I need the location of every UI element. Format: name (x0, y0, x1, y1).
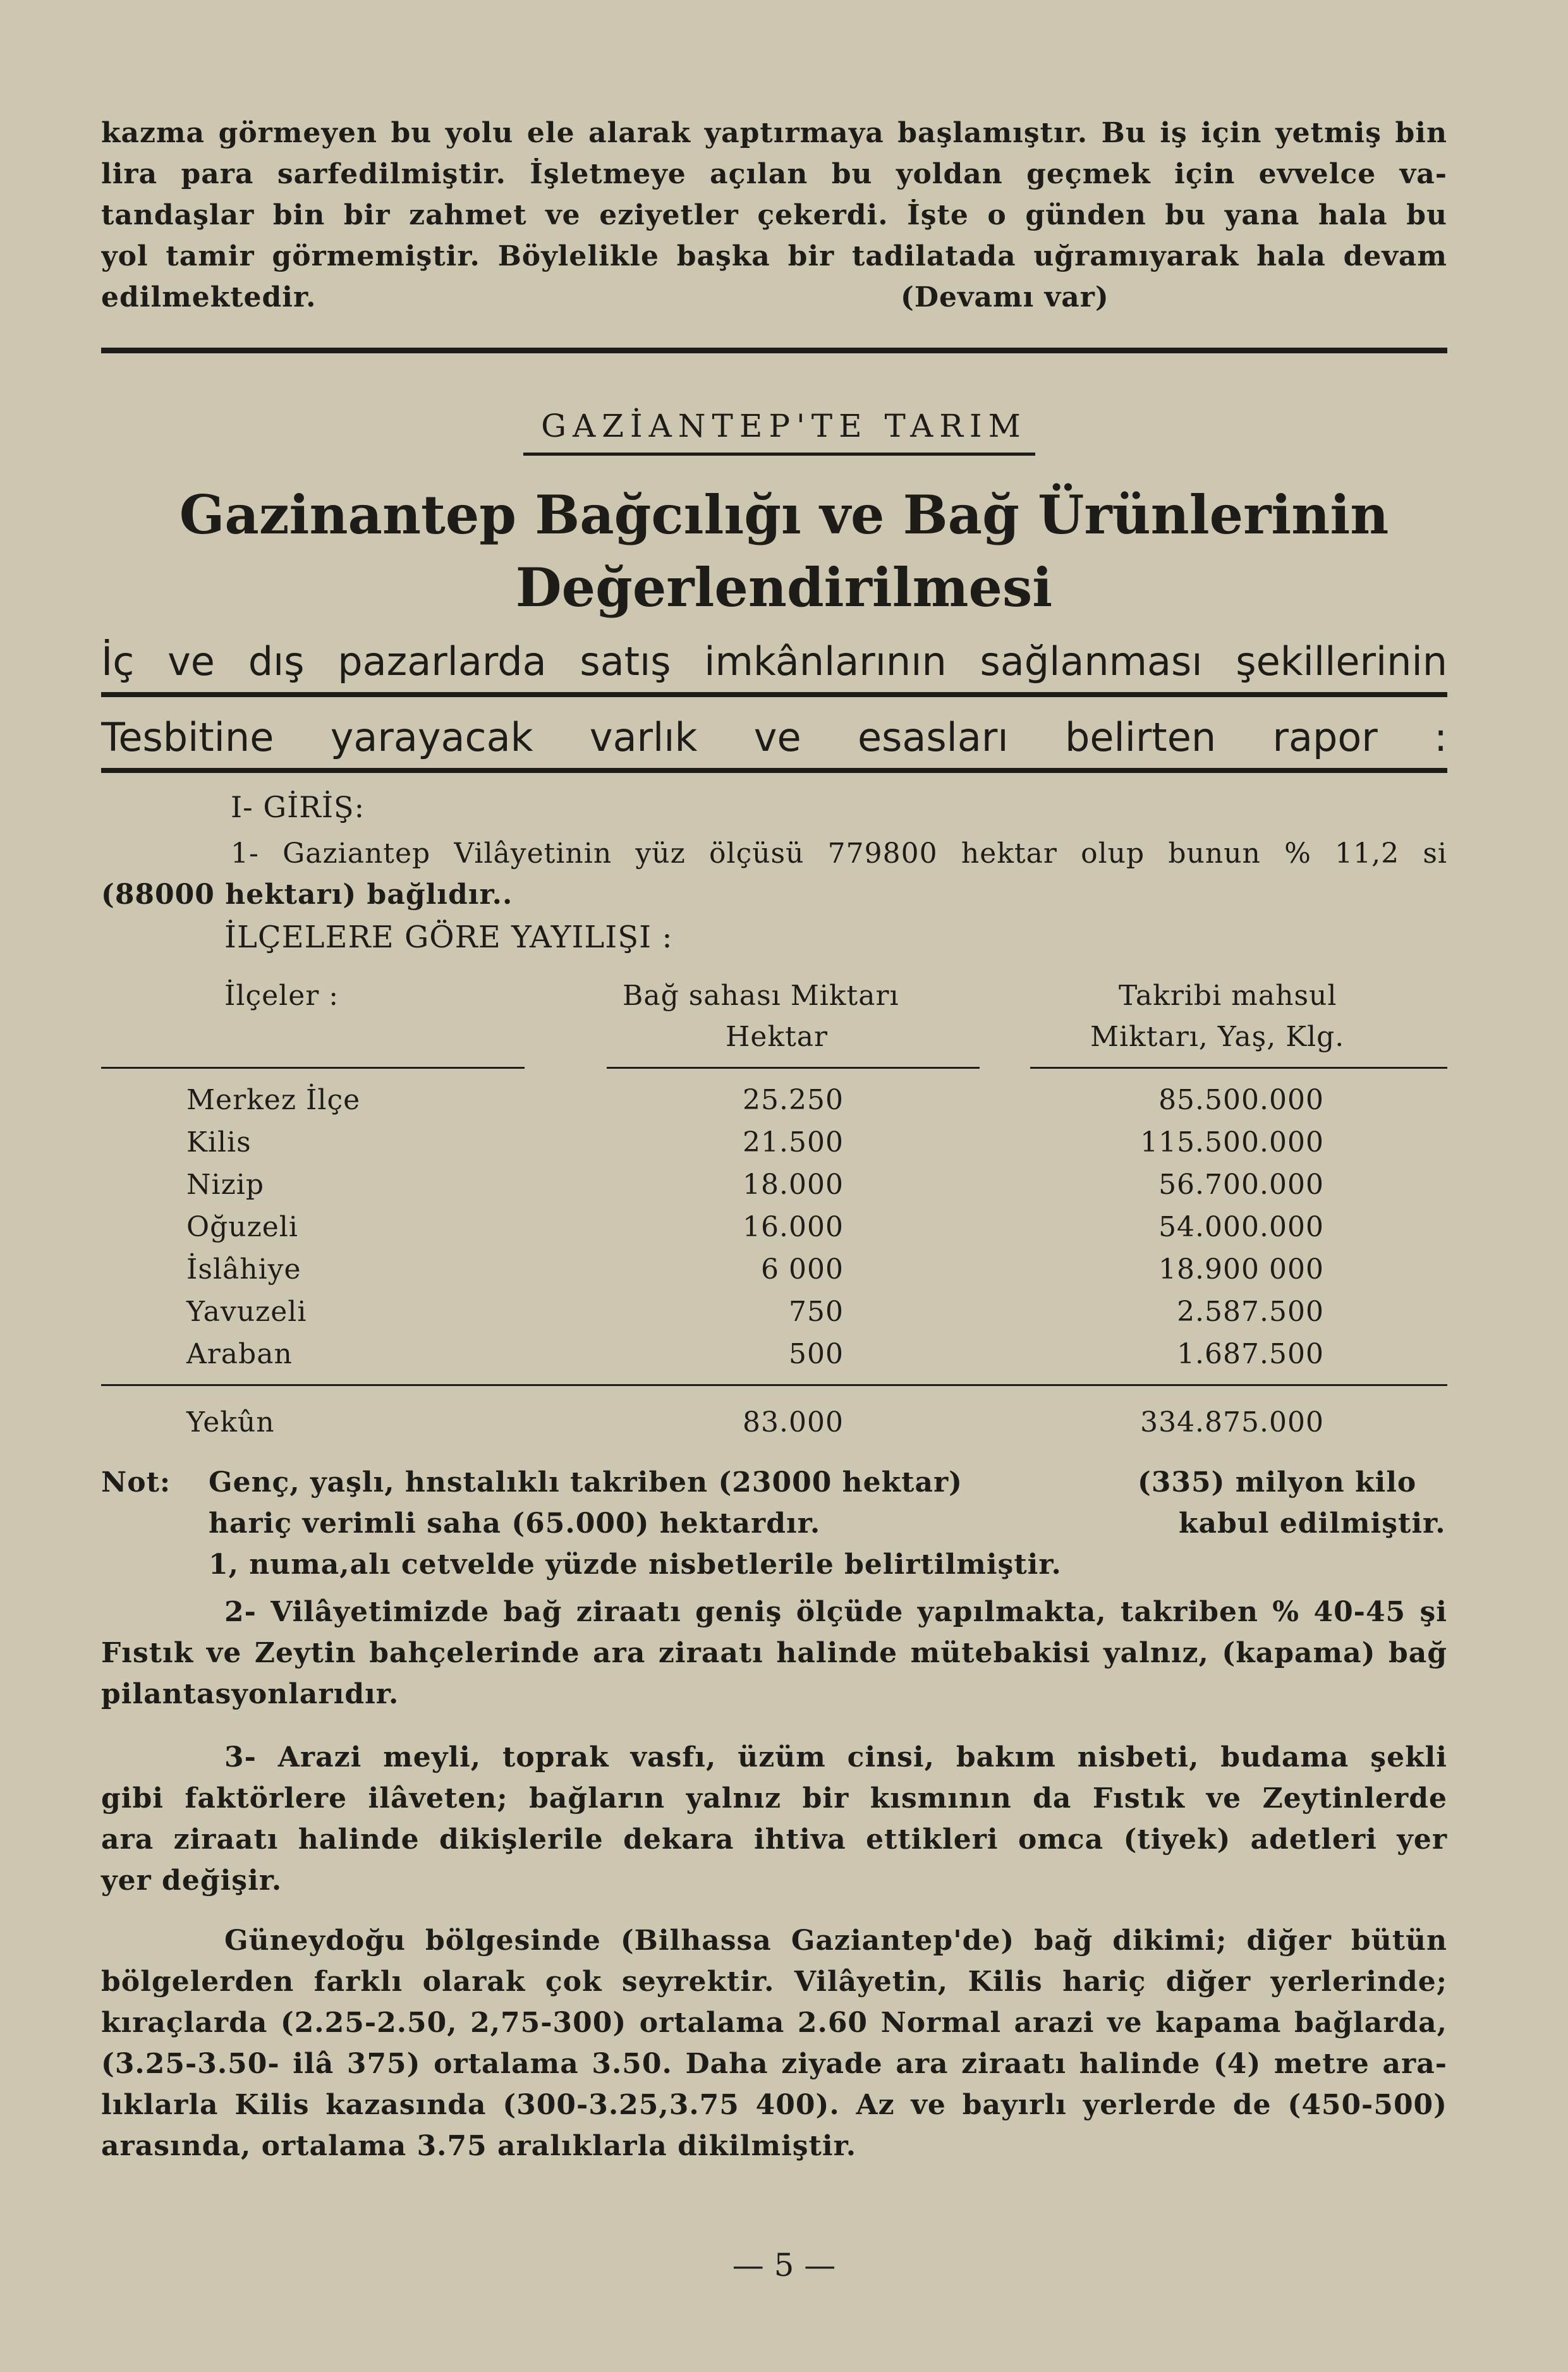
table-total-yield: 334.875.000 (1140, 1406, 1324, 1438)
table-row-yield: 18.900 000 (1158, 1253, 1324, 1286)
article-title-line-2: Değerlendirilmesi (515, 556, 1053, 619)
table-total-label: Yekûn (186, 1406, 275, 1438)
table-row-area: 21.500 (743, 1126, 844, 1159)
note-line-2-right: kabul edilmiştir. (1179, 1507, 1446, 1540)
table-row-yield: 56.700.000 (1158, 1169, 1324, 1201)
table-row-yield: 115.500.000 (1140, 1126, 1324, 1159)
table-row-name: Yavuzeli (186, 1296, 307, 1328)
table-col-yield-1: Takribi mahsul (1119, 980, 1337, 1012)
table-row-name: Merkez İlçe (186, 1084, 361, 1116)
table-col-area-1: Bağ sahası Miktarı (623, 980, 899, 1012)
table-col-area-2: Hektar (726, 1021, 829, 1053)
para3-line-4: yer değişir. (101, 1864, 283, 1897)
subtitle-rule-2 (101, 768, 1447, 773)
table-row-area: 500 (789, 1338, 844, 1370)
section-label: GAZİANTEP'TE TARIM (541, 408, 1027, 444)
page-number: — 5 — (732, 2247, 836, 2284)
table-row-area: 18.000 (743, 1169, 844, 1201)
note-label: Not: (101, 1466, 171, 1499)
continued-note: (Devamı var) (901, 281, 1109, 313)
para3-line-2: gibi faktörlere ilâveten; bağların yalnız bir kısmının da Fıstık ve Zeytinlerde (101, 1782, 1447, 1815)
table-row-area: 25.250 (743, 1084, 844, 1116)
table-row-name: Kilis (186, 1126, 252, 1159)
table-row-yield: 85.500.000 (1158, 1084, 1324, 1116)
article-title-line-1: Gazinantep Bağcılığı ve Bağ Ürünlerinin (179, 484, 1389, 546)
distribution-heading: İLÇELERE GÖRE YAYILIŞI : (224, 920, 673, 955)
para1-line-1: 1- Gaziantep Vilâyetinin yüz ölçüsü 779800 hektar olup bunun % 11,2 si (231, 837, 1447, 870)
para1-line-2: (88000 hektarı) bağlıdır.. (101, 879, 513, 911)
para4-line-2: bölgelerden farklı olarak çok seyrektir. Vilâyetin, Kilis hariç diğer yerlerinde; (101, 1966, 1447, 1998)
para3-line-3: ara ziraatı halinde dikişlerile dekara ihtiva ettikleri omca (tiyek) adetleri yer (101, 1823, 1447, 1856)
table-row-area: 750 (789, 1296, 844, 1328)
table-total-area: 83.000 (743, 1406, 844, 1438)
para4-line-5: lıklarla Kilis kazasında (300-3.25,3.75 400). Az ve bayırlı yerlerde de (450-500) (101, 2089, 1447, 2121)
para4-line-1: Güneydoğu bölgesinde (Bilhassa Gaziantep'de) bağ dikimi; diğer bütün (224, 1925, 1447, 1957)
table-row-name: Oğuzeli (186, 1211, 298, 1243)
para2-line-1: 2- Vilâyetimizde bağ ziraatı geniş ölçüde yapılmakta, takriben % 40-45 şi (224, 1596, 1447, 1628)
para4-line-6: arasında, ortalama 3.75 aralıklarla dikilmiştir. (101, 2130, 857, 2162)
table-row-yield: 1.687.500 (1177, 1338, 1324, 1370)
subtitle-line-1: İç ve dış pazarlarda satış imkânlarının sağlanması şekillerinin (101, 638, 1447, 684)
table-row-name: Nizip (186, 1169, 264, 1201)
table-header-rule-2 (607, 1067, 980, 1069)
para3-line-1: 3- Arazi meyli, toprak vasfı, üzüm cinsi, bakım nisbeti, budama şekli (224, 1741, 1447, 1773)
para2-line-2: Fıstık ve Zeytin bahçelerinde ara ziraatı halinde mütebakisi yalnız, (kapama) bağ (101, 1637, 1447, 1669)
intro-line-3: tandaşlar bin bir zahmet ve eziyetler çekerdi. İşte o günden bu yana hala bu (101, 199, 1447, 231)
note-line-3: 1, numa,alı cetvelde yüzde nisbetlerile belirtilmiştir. (209, 1548, 1062, 1581)
table-row-yield: 2.587.500 (1177, 1296, 1324, 1328)
table-row-yield: 54.000.000 (1158, 1211, 1324, 1243)
table-row-name: Araban (186, 1338, 293, 1370)
table-header-rule-1 (101, 1067, 525, 1069)
intro-heading: I- GİRİŞ: (231, 790, 365, 824)
table-row-area: 6 000 (761, 1253, 844, 1286)
para2-line-3: pilantasyonlarıdır. (101, 1678, 399, 1710)
subtitle-line-2: Tesbitine yarayacak varlık ve esasları belirten rapor : (101, 714, 1447, 760)
note-line-1-left: Genç, yaşlı, hnstalıklı takriben (23000 hektar) (209, 1466, 963, 1499)
table-col-district: İlçeler : (224, 980, 339, 1012)
intro-line-1: kazma görmeyen bu yolu ele alarak yaptırmaya başlamıştır. Bu iş için yetmiş bin (101, 117, 1447, 149)
table-row-name: İslâhiye (186, 1253, 301, 1286)
table-total-rule (101, 1384, 1447, 1386)
subtitle-rule-1 (101, 692, 1447, 697)
section-label-underline (523, 453, 1035, 456)
note-line-2-left: hariç verimli saha (65.000) hektardır. (209, 1507, 821, 1540)
intro-line-2: lira para sarfedilmiştir. İşletmeye açılan bu yoldan geçmek için evvelce va- (101, 158, 1447, 190)
para4-line-3: kıraçlarda (2.25-2.50, 2,75-300) ortalama 2.60 Normal arazi ve kapama bağlarda, (101, 2007, 1447, 2039)
table-row-area: 16.000 (743, 1211, 844, 1243)
intro-line-4: yol tamir görmemiştir. Böylelikle başka bir tadilatada uğramıyarak hala devam (101, 240, 1447, 272)
table-col-yield-2: Miktarı, Yaş, Klg. (1090, 1021, 1345, 1053)
table-header-rule-3 (1030, 1067, 1447, 1069)
intro-line-5: edilmektedir. (101, 281, 317, 313)
para4-line-4: (3.25-3.50- ilâ 375) ortalama 3.50. Daha ziyade ara ziraatı halinde (4) metre ara- (101, 2048, 1447, 2080)
top-separator (101, 348, 1447, 353)
note-line-1-right: (335) milyon kilo (1138, 1466, 1417, 1499)
